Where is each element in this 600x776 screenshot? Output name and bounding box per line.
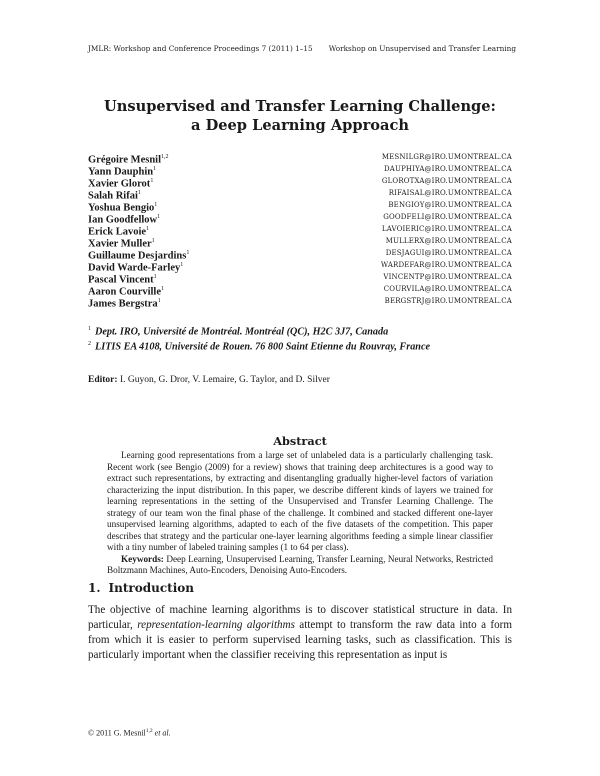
author-name: Yann Dauphin$^1$ — [88, 166, 157, 178]
copyright-etal: et al. — [154, 728, 171, 738]
author-name: Guillaume Desjardins$^1$ — [88, 250, 190, 262]
author-name: Salah Rifai$^1$ — [88, 190, 141, 202]
keywords — [107, 554, 493, 577]
author-email: RIFAISAL@IRO.UMONTREAL.CA — [388, 189, 512, 197]
author-row — [88, 211, 512, 226]
author-name: Grégoire Mesnil$^{1,2}$ — [88, 154, 169, 166]
author-row — [88, 151, 512, 166]
author-name: Xavier Muller$^1$ — [88, 238, 155, 250]
affiliation-text: Dept. IRO, Université de Montréal. Montréal (QC), H2C 3J7, Canada — [95, 326, 389, 338]
copyright-text: © 2011 G. Mesnil — [88, 728, 146, 738]
author-name: Ian Goodfellow$^1$ — [88, 214, 161, 226]
affiliation-2 — [88, 337, 528, 352]
section-title: Introduction — [108, 581, 194, 595]
author-row — [88, 235, 512, 250]
author-email: MULLERX@IRO.UMONTREAL.CA — [385, 237, 512, 245]
author-email: BERGSTRJ@IRO.UMONTREAL.CA — [384, 297, 512, 305]
author-email: DESJAGUI@IRO.UMONTREAL.CA — [385, 249, 512, 257]
author-name: James Bergstra$^1$ — [88, 298, 161, 310]
author-row — [88, 175, 512, 190]
abstract-body — [107, 450, 493, 577]
introduction-text — [88, 603, 512, 663]
header-workshop: Workshop on Unsupervised and Transfer Learning — [328, 44, 516, 53]
author-list — [88, 151, 512, 310]
author-email: LAVOIERIC@IRO.UMONTREAL.CA — [381, 225, 512, 233]
author-row — [88, 259, 512, 274]
section-heading-introduction — [88, 581, 194, 595]
affiliation-1 — [88, 322, 528, 337]
header-journal: JMLR: Workshop and Conference Proceedings 7 (2011) 1–15 — [88, 44, 313, 53]
copyright-footer — [88, 728, 171, 738]
intro-text-before: The objective of machine learning algorithms is to discover statistical structure in data. In particular, — [88, 604, 512, 631]
author-email: GOODFELI@IRO.UMONTREAL.CA — [383, 213, 512, 221]
intro-paragraph — [88, 603, 512, 663]
author-row — [88, 247, 512, 262]
affiliation-marker: 1 — [88, 326, 91, 332]
author-name: David Warde-Farley$^1$ — [88, 262, 184, 274]
title-line-1: Unsupervised and Transfer Learning Challenge: — [104, 98, 496, 115]
paper-title — [88, 97, 512, 135]
author-row — [88, 187, 512, 202]
section-number: 1. — [88, 581, 101, 595]
author-row — [88, 163, 512, 178]
author-name: Xavier Glorot$^1$ — [88, 178, 154, 190]
author-row — [88, 283, 512, 298]
intro-emphasis: representation-learning algorithms — [137, 619, 295, 631]
editor-label: Editor: — [88, 375, 118, 385]
title-line-2: a Deep Learning Approach — [191, 117, 409, 134]
abstract-text: Learning good representations from a large set of unlabeled data is a particularly challenging task. Recent work (see Bengio (2009) for a review) shows that training deep architectures is a good way to extract such representations, by extracting and disentangling gradually higher-level factors of variation characterizing the input distribution. In this paper, we describe different kinds of layers we trained for learning representations in the setting of the Unsupervised and Transfer Learning Challenge. The strategy of our team won the final phase of the challenge. It combined and stacked different one-layer unsupervised learning algorithms, adapted to each of the five datasets of the competition. This paper describes that strategy and the particular one-layer learning algorithms feeding a simple linear classifier with a tiny number of labeled training samples (1 to 64 per class). — [107, 450, 493, 552]
author-name: Pascal Vincent$^1$ — [88, 274, 157, 286]
running-header — [88, 44, 516, 53]
editor-line — [88, 375, 330, 385]
author-name: Yoshua Bengio$^1$ — [88, 202, 158, 214]
author-email: VINCENTP@IRO.UMONTREAL.CA — [383, 273, 512, 281]
keywords-label: Keywords: — [121, 553, 164, 564]
keywords-list: Deep Learning, Unsupervised Learning, Transfer Learning, Neural Networks, Restricted Boltzmann Machines, Auto-Encoders, Denoising Auto-Encoders. — [107, 553, 494, 575]
editor-names: I. Guyon, G. Dror, V. Lemaire, G. Taylor, and D. Silver — [119, 375, 330, 385]
author-email: COURVILA@IRO.UMONTREAL.CA — [383, 285, 512, 293]
intro-text-after: attempt to transform the raw data into a form from which it is easier to perform supervised learning tasks, such as classification. This is particularly important when the classifier receiving this representation as input is — [88, 619, 512, 661]
author-name: Aaron Courville$^1$ — [88, 286, 165, 298]
author-email: WARDEFAR@IRO.UMONTREAL.CA — [380, 261, 512, 269]
author-email: BENGIOY@IRO.UMONTREAL.CA — [388, 201, 512, 209]
author-email: GLOROTXA@IRO.UMONTREAL.CA — [381, 177, 512, 185]
abstract-heading: Abstract — [273, 434, 327, 448]
author-row — [88, 295, 512, 310]
affiliation-marker: 2 — [88, 341, 91, 347]
author-email: DAUPHIYA@IRO.UMONTREAL.CA — [384, 165, 512, 173]
author-row — [88, 271, 512, 286]
affiliation-text: LITIS EA 4108, Université de Rouen. 76 800 Saint Etienne du Rouvray, France — [95, 341, 430, 353]
author-name: Erick Lavoie$^1$ — [88, 226, 150, 238]
author-row — [88, 199, 512, 214]
author-email: MESNILGR@IRO.UMONTREAL.CA — [381, 153, 512, 161]
copyright-sup: 1,2 — [145, 728, 153, 734]
affiliations — [88, 322, 528, 352]
